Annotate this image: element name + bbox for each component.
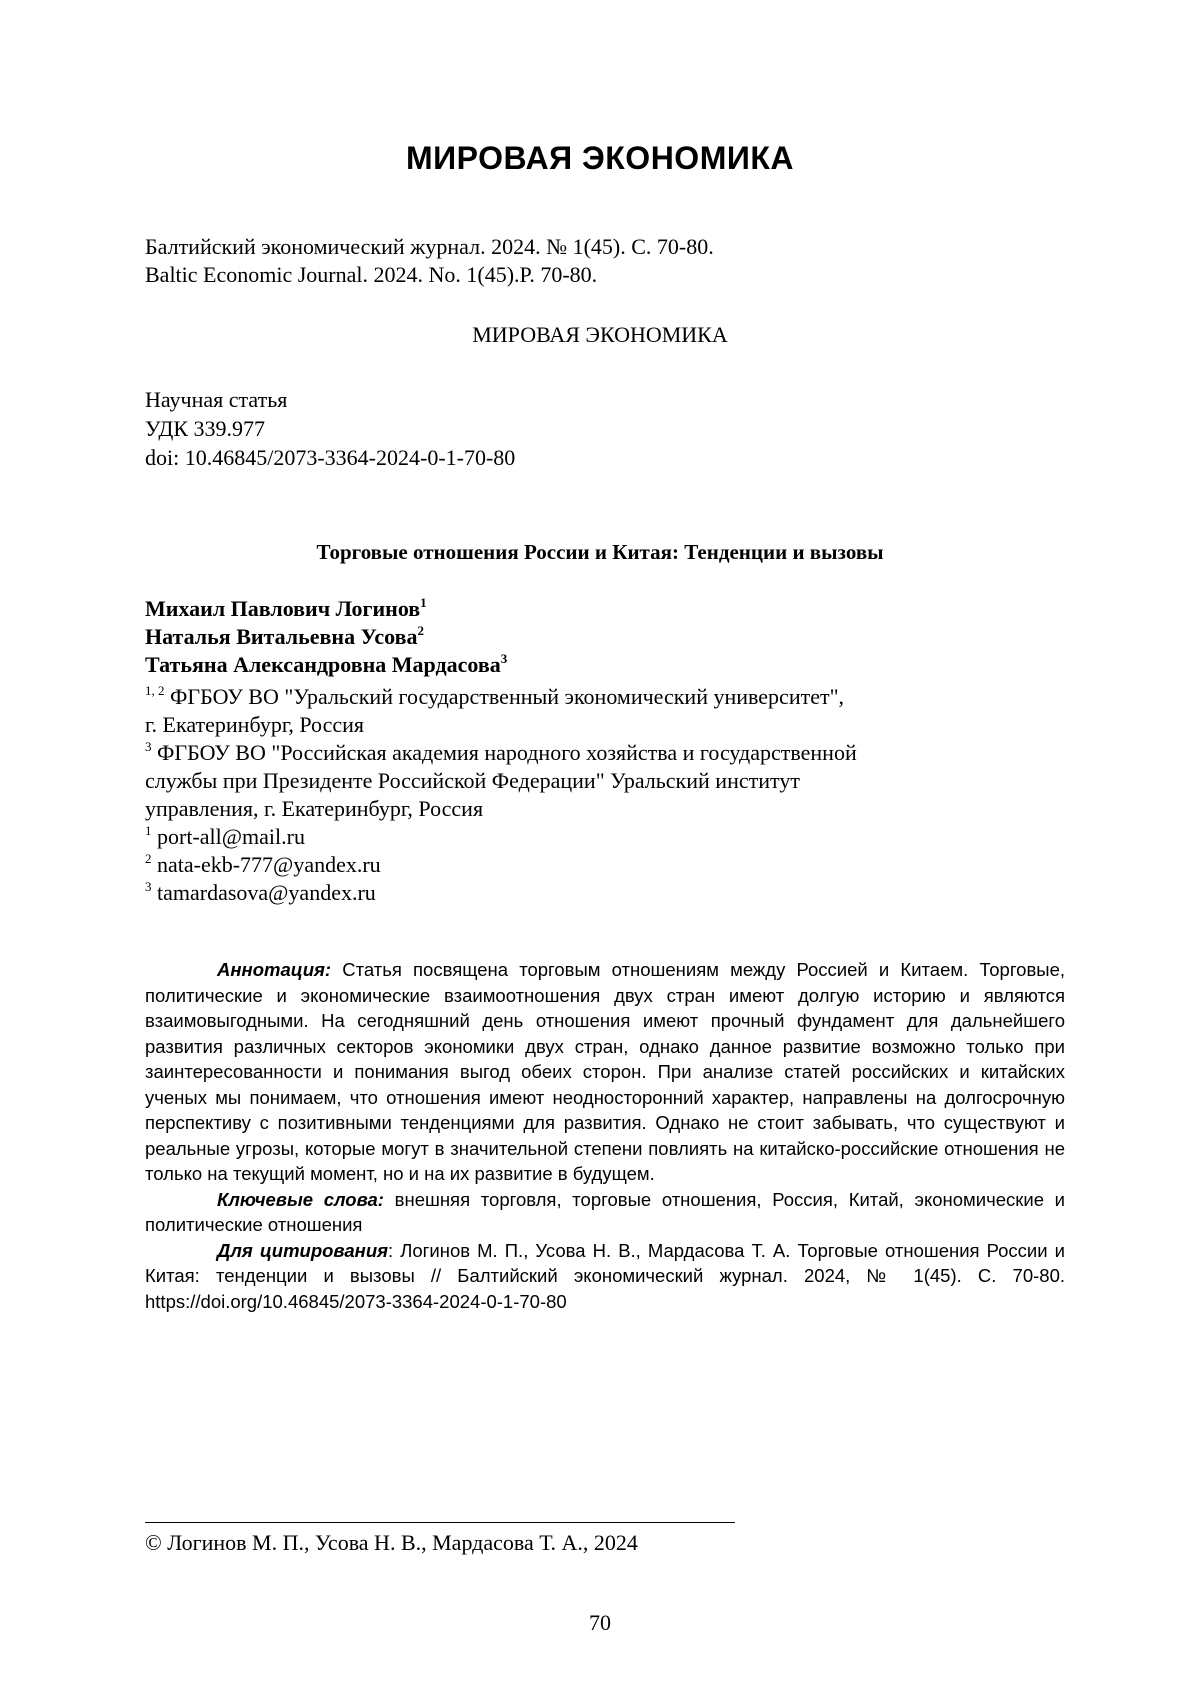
affiliation-line: службы при Президенте Российской Федерации" Уральский институт [145,768,800,793]
abstract-text: Статья посвящена торговым отношениям между Россией и Китаем. Торговые, политические и экономические взаимоотношения двух стран имеют долгую историю и являются взаимовыгодными. На сегодняшний день отношения имеют прочный фундамент для дальнейшего развития различных секторов экономики двух стран, однако данное развитие возможно только при заинтересованности и понимания выгод обеих сторон. При анализе статей российских и китайских ученых мы понимаем, что отношения имеют неодносторонний характер, направлены на долгосрочную перспективу с позитивными тенденциями для развития. Однако не стоит забывать, что существуют и реальные угрозы, которые могут в значительной степени повлиять на китайско-российские отношения не только на текущий момент, но и на их развитие в будущем. [145,959,1066,1184]
abstract-paragraph [145,957,1065,1187]
author-mark: 1 [420,595,427,610]
rubric: МИРОВАЯ ЭКОНОМИКА [472,322,728,347]
citation-paragraph [145,1238,1065,1315]
keywords-text: внешняя торговля, торговые отношения, Россия, Китай, экономические и политические отношения [145,1188,1065,1235]
email-address[interactable]: port-all@mail.ru [157,824,305,849]
author-list [145,595,1065,679]
email-mark: 3 [145,879,152,894]
author [145,623,1065,651]
email-line [145,823,1065,851]
journal-reference-ru: Балтийский экономический журнал. 2024. № 1(45). С. 70-80. [145,234,714,259]
udc-code: УДК 339.977 [145,416,266,441]
affiliation-line [145,683,1065,711]
email-mark: 2 [145,851,152,866]
article-title: Торговые отношения России и Китая: Тенденции и вызовы [316,540,884,564]
affiliation-line: г. Екатеринбург, Россия [145,712,365,737]
affiliations [145,683,1065,907]
journal-reference-en: Baltic Economic Journal. 2024. No. 1(45).P. 70-80. [145,262,598,287]
author [145,651,1065,679]
email-address[interactable]: tamardasova@yandex.ru [157,880,376,905]
author-mark: 2 [417,623,424,638]
article-meta [145,385,1065,472]
email-line [145,879,1065,907]
author-name: Наталья Витальевна Усова [145,624,418,649]
affiliation-line: управления, г. Екатеринбург, Россия [145,796,484,821]
citation-label: Для цитирования [217,1239,389,1261]
abstract-label: Аннотация: [217,959,332,980]
keywords-paragraph [145,1187,1065,1238]
affiliation-text: ФГБОУ ВО "Российская академия народного хозяйства и государственной [157,740,857,765]
section-heading: МИРОВАЯ ЭКОНОМИКА [406,140,794,176]
footnote-divider [145,1522,735,1523]
author [145,595,1065,623]
affiliation-mark: 3 [145,739,152,754]
author-name: Татьяна Александровна Мардасова [145,652,501,677]
affiliation-text: ФГБОУ ВО "Уральский государственный экономический университет", [170,684,845,709]
journal-reference [145,233,1065,289]
article-type: Научная статья [145,387,288,412]
page-number: 70 [589,1610,611,1635]
author-name: Михаил Павлович Логинов [145,596,421,621]
doi: doi: 10.46845/2073-3364-2024-0-1-70-80 [145,445,516,470]
author-mark: 3 [500,651,508,666]
copyright-notice: © Логинов М. П., Усова Н. В., Мардасова Т. А., 2024 [145,1530,638,1555]
affiliation-mark: 1, 2 [145,683,165,698]
abstract-section [145,957,1065,1314]
citation-text: : Логинов М. П., Усова Н. В., Мардасова Т. А. Торговые отношения России и Китая: тенденции и вызовы // Балтийский экономический журнал. 2024, № 1(45). С. 70-80. https://doi.org/10.46845/2073-3364-2024-0-1-70-80 [145,1239,1065,1312]
email-line [145,851,1065,879]
email-address[interactable]: nata-ekb-777@yandex.ru [157,852,381,877]
email-mark: 1 [145,823,152,838]
keywords-label: Ключевые слова: [217,1188,384,1210]
affiliation-line [145,739,1065,767]
